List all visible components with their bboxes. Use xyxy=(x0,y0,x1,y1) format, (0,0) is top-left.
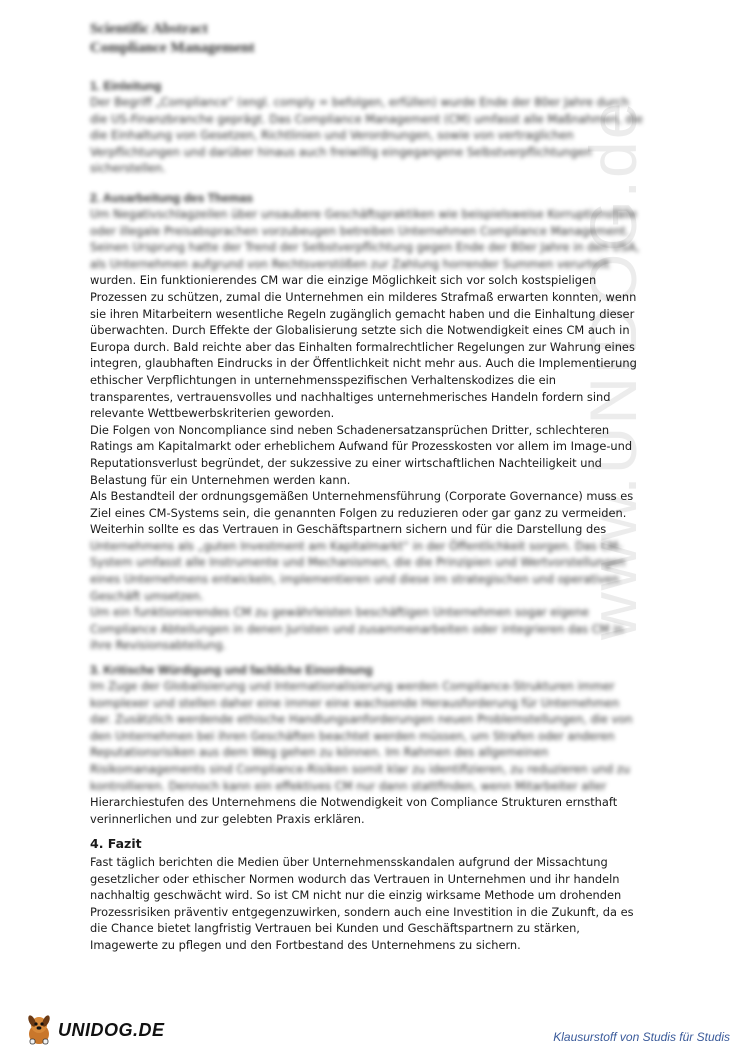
text-line: Reputationsrisiken aus dem Weg gehen zu können. Im Rahmen des allgemeinen xyxy=(90,745,549,760)
text-line: verinnerlichen und zur gelebten Praxis erklären. xyxy=(90,811,365,826)
section-3-title: 3. Kritische Würdigung und fachliche Einordnung xyxy=(90,663,373,677)
text-line: System umfasst alle Instrumente und Mechanismen, die die Prinzipien und Wertvorstellungen xyxy=(90,555,626,570)
watermark-text: www.UNIDOG.de xyxy=(576,100,650,640)
text-line: nachhaltig geschwächt wird. So ist CM nicht nur die einzig wirksame Methode um drohenden xyxy=(90,888,622,903)
text-line: Als Bestandteil der ordnungsgemäßen Unternehmensführung (Corporate Governance) muss es xyxy=(90,489,634,504)
text-line: Prozessen zu schützen, zumal die Unternehmen ein milderes Strafmaß erwarten konnten, wenn xyxy=(90,289,637,304)
text-line: ihre Revisionsabteilung. xyxy=(90,638,227,653)
document-title: Scientific Abstract xyxy=(90,21,208,37)
text-line: Reputationsverlust begründet, der sukzessive zu einer wirtschaftlichen Nachteiligkeit und xyxy=(90,455,602,470)
text-line: gesetzlicher oder ethischer Normen wodurch das Vertrauen in Unternehmen und ihr handeln xyxy=(90,871,620,886)
text-line: Seinen Ursprung hatte der Trend der Selbstverpflichtung gegen Ende der 80er Jahre in den USA, xyxy=(90,240,640,255)
text-line: Imagewerte zu pflegen und den Fortbestand des Unternehmens zu sichern. xyxy=(90,937,521,952)
text-line: oder illegale Preisabsprachen vorzubeugen betreiben Unternehmen Compliance Management. xyxy=(90,223,630,238)
text-line: Die Folgen von Noncompliance sind neben Schadenersatzansprüchen Dritter, schlechteren xyxy=(90,422,610,437)
text-line: die Einhaltung von Gesetzen, Richtlinien und Verordnungen, sowie von vertraglichen xyxy=(90,128,574,143)
footer-tagline: Klausurstoff von Studis für Studis xyxy=(553,1030,730,1044)
text-line: Ziel eines CM-Systems sein, die genannten Folgen zu reduzieren oder gar ganz zu vermeiden. xyxy=(90,505,627,520)
text-line: Risikomanagements sind Compliance-Risiken somit klar zu identifizieren, zu reduzieren und zu xyxy=(90,761,630,776)
text-line: Geschäft umsetzen. xyxy=(90,588,204,603)
text-line: Hierarchiestufen des Unternehmens die Notwendigkeit von Compliance Strukturen ernsthaft xyxy=(90,795,618,810)
text-line: Unternehmens als „guten Investment am Kapitalmarkt“ in der Öffentlichkeit sorgen. Das CM- xyxy=(90,538,623,553)
section-1-body xyxy=(90,94,670,177)
text-line: die Chance bietet langfristig Vertrauen bei Kunden und Geschäftspartnern zu stärken, xyxy=(90,921,580,936)
text-line: relevante Wettbewerbskriterien geworden. xyxy=(90,406,335,421)
text-line: transparentes, vertrauensvolles und nachhaltiges unternehmerisches Handeln fordern sind xyxy=(90,389,611,404)
text-line: die US-Finanzbranche geprägt. Das Compliance Management (CM) umfasst alle Maßnahmen, die xyxy=(90,111,643,126)
section-1-title: 1. Einleitung xyxy=(90,79,162,93)
text-line: als Unternehmen aufgrund von Rechtsverstößen zur Zahlung horrender Summen verurteilt xyxy=(90,256,610,271)
document-subtitle: Compliance Management xyxy=(90,40,255,56)
text-line: Belastung für ein Unternehmen werden kann. xyxy=(90,472,351,487)
text-line: Fast täglich berichten die Medien über Unternehmensskandalen aufgrund der Missachtung xyxy=(90,855,608,869)
text-line: Der Begriff „Compliance“ (engl. comply = befolgen, erfüllen) wurde Ende der 80er Jahre durch xyxy=(90,95,629,109)
text-line: Weiterhin sollte es das Vertrauen in Geschäftspartnern sichern und für die Darstellung des xyxy=(90,522,607,537)
text-line: kontrollieren. Dennoch kann ein effektives CM nur dann stattfinden, wenn Mitarbeiter aller xyxy=(90,778,607,793)
text-line: dar. Zusätzlich werdende ethische Handlungsanforderungen neuen Problemstellungen, die von xyxy=(90,712,633,727)
section-3-body xyxy=(90,678,670,827)
unidog-logo[interactable] xyxy=(24,1014,165,1046)
section-4-title: 4. Fazit xyxy=(90,836,142,851)
text-line: Europa durch. Bald reichte aber das Einhalten formalrechtlicher Regelungen zur Wahrung eines xyxy=(90,339,635,354)
text-line: ethischer Verpflichtungen in unternehmensspezifischen Verhaltenskodizes die ein xyxy=(90,372,556,387)
text-line: den Unternehmen bei ihren Geschäften beachtet werden müssen, um Strafen oder anderen xyxy=(90,728,615,743)
text-line: Im Zuge der Globalisierung und Internationalisierung werden Compliance-Strukturen immer xyxy=(90,679,615,693)
text-line: Verpflichtungen und darüber hinaus auch freiwillig eingegangene Selbstverpflichtungen xyxy=(90,144,592,159)
text-line: Um Negativschlagzeilen über unsaubere Geschäftspraktiken wie beispielsweise Korruptionsfälle xyxy=(90,207,637,221)
text-line: eines Unternehmens entwickeln, implementieren und diese im strategischen und operativen xyxy=(90,572,620,587)
text-line: Compliance Abteilungen in denen Juristen und zusammenarbeiten oder integrieren das CM in xyxy=(90,621,624,636)
section-4-body xyxy=(90,854,670,954)
document-header xyxy=(90,20,255,58)
text-line: Prozessrisiken präventiv entgegenzuwirken, sondern auch eine Investition in die Zukunft, da es xyxy=(90,904,634,919)
logo-text: UNIDOG.DE xyxy=(58,1019,165,1040)
text-line: sicherstellen. xyxy=(90,161,166,176)
text-line: überwachten. Durch Effekte der Globalisierung setzte sich die Notwendigkeit eines CM auch in xyxy=(90,323,630,338)
text-line: Ratings am Kapitalmarkt oder erheblichem Aufwand für Prozesskosten vor allem im Image-und xyxy=(90,439,633,454)
text-line: Um ein funktionierendes CM zu gewährleisten beschäftigen Unternehmen sogar eigene xyxy=(90,605,589,620)
dog-mascot-icon xyxy=(24,1014,54,1046)
text-line: wurden. Ein funktionierendes CM war die einzige Möglichkeit sich vor solch kostspieligen xyxy=(90,273,597,288)
text-line: integren, glaubhaften Eindrucks in der Öffentlichkeit nicht mehr aus. Auch die Implementierung xyxy=(90,356,637,371)
section-2-body xyxy=(90,206,670,654)
section-2-title: 2. Ausarbeitung des Themas xyxy=(90,191,253,205)
text-line: sie ihren Mitarbeitern wesentliche Regeln zugänglich gemacht haben und die Einhaltung dieser xyxy=(90,306,635,321)
text-line: komplexer und stellen daher eine immer eine wachsende Herausforderung für Unternehmen xyxy=(90,695,620,710)
